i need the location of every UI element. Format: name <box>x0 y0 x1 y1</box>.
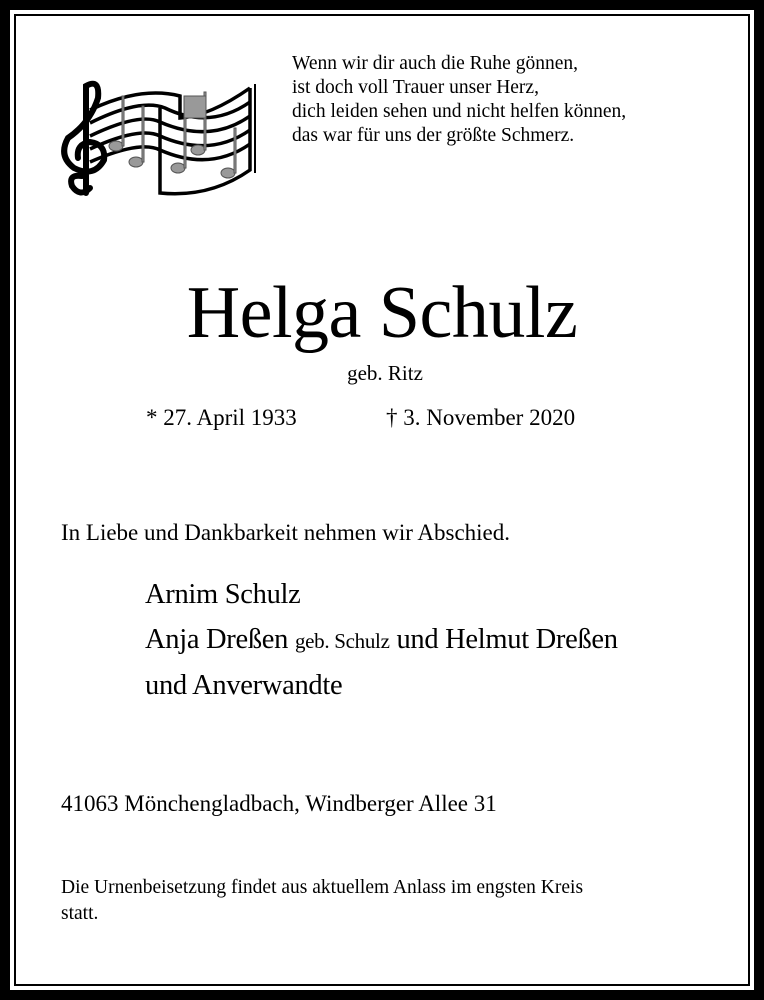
poem-line: dich leiden sehen und nicht helfen können, <box>292 101 627 122</box>
maiden-name: geb. Ritz <box>347 361 423 385</box>
mourner-line <box>145 626 618 655</box>
death-date: † 3. November 2020 <box>386 405 576 430</box>
mourner-line: Arnim Schulz <box>145 579 301 610</box>
mourner-nee: geb. Schulz <box>294 629 390 653</box>
note-line: statt. <box>61 903 99 924</box>
mourner-line: und Anverwandte <box>145 670 343 701</box>
burial-note <box>61 875 583 927</box>
farewell-text: In Liebe und Dankbarkeit nehmen wir Abschied. <box>61 520 511 545</box>
poem-line: das war für uns der größte Schmerz. <box>292 125 575 146</box>
note-line: Die Urnenbeisetzung findet aus aktuellem Anlass im engsten Kreis <box>61 877 584 898</box>
poem-line: Wenn wir dir auch die Ruhe gönnen, <box>292 53 578 74</box>
music-staff-treble-clef-icon <box>60 78 260 203</box>
mourner-name: und Helmut Dreßen <box>396 624 618 655</box>
poem <box>292 52 626 148</box>
address: 41063 Mönchengladbach, Windberger Allee 31 <box>61 791 497 816</box>
poem-line: ist doch voll Trauer unser Herz, <box>292 77 539 98</box>
deceased-name: Helga Schulz <box>186 272 578 354</box>
birth-date: * 27. April 1933 <box>146 405 297 430</box>
mourner-name: Anja Dreßen <box>145 624 289 655</box>
